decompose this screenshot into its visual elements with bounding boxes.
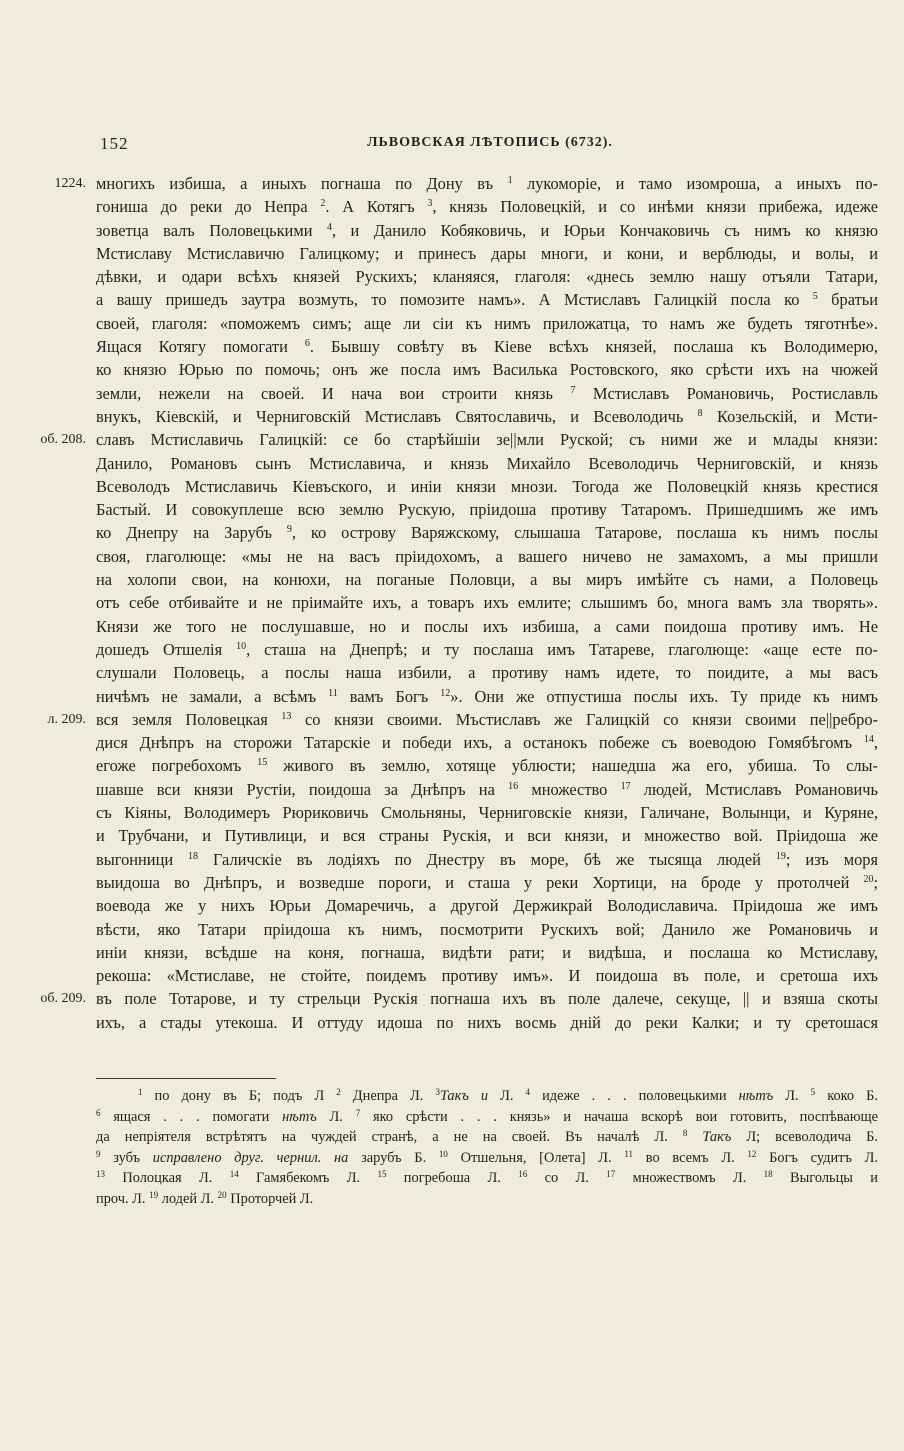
footnote-ref: 13 <box>96 1169 105 1180</box>
text-run: , ко острову Варяжскому, слышаша Татарове, послаша къ нимъ послы <box>291 523 878 543</box>
text-line <box>96 335 878 358</box>
text-run: Гамябекомъ Л. <box>238 1170 378 1187</box>
text-run: дошедъ Отшелія <box>96 639 237 659</box>
footnote-ref: 3 <box>435 1087 440 1097</box>
text-line <box>96 801 878 824</box>
text-run: Отшельня, [Олета] Л. <box>447 1149 625 1166</box>
text-run: ; изъ моря <box>785 849 878 869</box>
italic-text: Такъ и <box>439 1088 489 1104</box>
text-run: Л. <box>773 1088 811 1104</box>
footnote-ref: 2 <box>320 198 326 210</box>
text-run: Данило, Романовъ сынъ Мстиславича, и князь Михайло Всеволодичь Черниговскій, и князь <box>96 453 878 473</box>
footnote-ref: 2 <box>336 1087 341 1097</box>
footnote-ref: 1 <box>138 1087 143 1097</box>
text-run: земли, нежели на своей. И нача вои строити князь <box>96 383 571 403</box>
footnote-ref: 15 <box>257 757 268 769</box>
text-run: живого въ землю, хотяще ублюсти; нашедша жа его, убиша. То слы- <box>267 756 878 776</box>
footnote-ref: 11 <box>624 1148 634 1159</box>
text-line <box>96 1011 878 1034</box>
text-run: Князи же того не послушавше, но и послы ихъ избиша, а сами поидоша противу имъ. Не <box>96 616 878 636</box>
text-line <box>96 265 878 288</box>
footnote-ref: 5 <box>810 1087 816 1097</box>
text-run: идеже . . . половецькими <box>530 1088 739 1104</box>
footnote-ref: 17 <box>606 1169 616 1180</box>
text-run: Мстиславъ Романовичь, Ростиславль <box>575 383 878 403</box>
text-run: Полоцкая Л. <box>105 1170 230 1187</box>
footnote-ref: 19 <box>775 850 786 862</box>
text-run: погребоша Л. <box>386 1170 519 1187</box>
text-run: воевода же у нихъ Юрьи Домаречичь, а другой Держикрай Володиславича. Пріидоша же имъ <box>96 896 878 916</box>
text-run: зубъ <box>100 1149 153 1166</box>
text-run: Ящася Котягу помогати <box>96 337 305 357</box>
text-run: зарубъ Б. <box>348 1149 439 1166</box>
text-run: . А Котягъ <box>325 197 428 217</box>
text-line <box>96 545 878 568</box>
footnote-ref: 7 <box>570 384 576 396</box>
text-run: шавше вси князи Рустіи, поидоша за Днѣпръ на <box>96 779 509 799</box>
footnote-line <box>96 1086 878 1107</box>
text-run: рекоша: «Мстиславе, не стойте, поидемъ противу имъ». И поидоша въ поле, и сретоша ихъ <box>96 966 878 986</box>
text-line <box>96 312 878 335</box>
text-line <box>96 242 878 265</box>
text-line <box>96 941 878 964</box>
italic-text: Такъ <box>702 1129 732 1146</box>
text-run: со Л. <box>527 1170 607 1187</box>
text-run: . Бывшу совѣту въ Кіеве всѣхъ князей, послаша къ Володимерю, <box>309 337 878 357</box>
footnote-ref: 12 <box>440 687 451 699</box>
text-run: братьи <box>817 290 878 310</box>
text-run: Всеволодъ Мстиславичь Кіевъского, и иніи князи мнози. Тогода же Половецкій князь крестися <box>96 476 878 496</box>
italic-text: нѣтъ <box>282 1108 317 1125</box>
text-line <box>96 358 878 381</box>
text-run: внукъ, Кіевскій, и Черниговскій Мстиславъ Святославичь, и Всеволодичь <box>96 406 698 426</box>
text-line <box>96 778 878 801</box>
text-run: во всемъ Л. <box>633 1149 748 1166</box>
text-line <box>96 894 878 917</box>
footnote-ref: 14 <box>229 1169 239 1180</box>
footnote-ref: 6 <box>304 338 310 350</box>
text-run: своей, глаголя: «поможемъ симъ; аще ли сіи къ нимъ приложатца, то намъ же будеть тяготнѣе». <box>96 313 878 333</box>
footnote-line <box>96 1107 878 1128</box>
text-line <box>96 521 878 544</box>
footnote-line <box>96 1168 878 1189</box>
text-run: Л; всеволодича Б. <box>731 1129 878 1146</box>
footnote-ref: 16 <box>518 1169 528 1180</box>
footnote-ref: 3 <box>427 198 433 210</box>
footnote-line <box>96 1127 878 1148</box>
footnote-line <box>96 1148 878 1169</box>
text-line <box>96 964 878 987</box>
text-run: лодей Л. <box>158 1190 218 1207</box>
margin-note: 1224. <box>54 176 86 191</box>
text-run: Бастый. И совокуплеше всю землю Рускую, пріидоша противу Татаромъ. Пришедшимъ же имъ <box>96 500 878 520</box>
main-text <box>40 172 879 1034</box>
text-line <box>96 754 878 777</box>
text-run: и Трубчани, и Путивлици, и вся страны Рускія, и вси князи, и множество вой. Пріидоша же <box>96 826 878 846</box>
footnote-ref: 10 <box>236 640 247 652</box>
text-run: , <box>873 733 878 753</box>
text-line <box>47 708 879 731</box>
text-run: а вашу пришедъ заутра возмуть, то помозите намъ». А Мстиславъ Галицкій посла ко <box>96 290 813 310</box>
text-run: выгонници <box>96 849 189 869</box>
text-run: дѣвки, и одари всѣхъ князей Рускихъ; кланяяся, глаголя: «днесь землю нашу отъяли Татари, <box>96 267 878 287</box>
text-line <box>96 615 878 638</box>
footnote-separator <box>96 1078 276 1079</box>
footnote-ref: 20 <box>863 873 874 885</box>
text-run: въ поле Тотарове, и ту стрельци Рускія погнаша ихъ въ поле далече, секуще, || и взяша скоты <box>96 989 878 1009</box>
text-line <box>96 731 878 754</box>
text-run: Выгольцы и <box>772 1170 878 1187</box>
text-run: слушали Половець, а послы наша избили, а противу намъ идете, то поидите, а мы васъ <box>96 663 878 683</box>
footnote-line <box>96 1189 878 1210</box>
footnote-ref: 4 <box>525 1087 531 1097</box>
text-line <box>96 195 878 218</box>
text-line <box>96 405 878 428</box>
footnote-ref: 17 <box>620 780 631 792</box>
text-line <box>96 824 878 847</box>
text-run: иніи князи, всѣдше на коня, погнаша, видѣти рати; и видѣша, и послаша ко Мстиславу, <box>96 942 878 962</box>
text-run: выидоша во Днѣпръ, и возведше пороги, и сташа у реки Хортици, на броде у протолчей <box>96 872 864 892</box>
text-line <box>40 428 878 451</box>
text-run: со князи своими. Мъстиславъ же Галицкій со князи своими пе||ребро- <box>291 709 879 729</box>
footnote-ref: 4 <box>326 221 332 233</box>
text-run: славъ Мстиславичь Галицкій: се бо старѣйшіи зе||мли Руской; съ ними же и млады князи: <box>96 430 878 450</box>
margin-note: об. 208. <box>40 432 86 448</box>
text-run: Л. <box>316 1108 356 1125</box>
text-run: Мстиславу Мстиславичю Галицкому; и принесъ дары многи, и кони, и верблюды, и волы, и <box>96 243 878 263</box>
text-run: ко князю Юрью по помочь; онъ же посла имъ Василька Ростовского, яко срѣсти ихъ на чюжей <box>96 360 878 380</box>
text-run: Проторчей Л. <box>226 1190 314 1207</box>
footnote-ref: 16 <box>508 780 519 792</box>
text-run: проч. Л. <box>96 1190 150 1207</box>
margin-note: об. 209. <box>40 991 86 1007</box>
text-run: егоже погребохомъ <box>96 756 258 776</box>
page-header <box>100 134 880 156</box>
text-line <box>96 918 878 941</box>
running-title: ЛЬВОВСКАЯ ЛѢТОПИСЬ (6732). <box>367 135 613 150</box>
text-run: да непріятеля встрѣтятъ на чуждей странѣ, а не на своей. Въ началѣ Л. <box>96 1129 683 1146</box>
footnote-ref: 18 <box>763 1169 773 1180</box>
text-run: вѣсти, яко Татари пріидоша къ нимъ, посмотрити Рускихъ вой; Данило же Романовичь и <box>96 919 878 939</box>
text-line <box>96 288 878 311</box>
footnote-ref: 10 <box>438 1148 448 1159</box>
text-run: Козельскій, и Мсти- <box>702 406 878 426</box>
text-run: ихъ, а стады утекоша. И оттуду идоша по нихъ восмь днiй до реки Калки; и ту сретошася <box>96 1012 878 1032</box>
text-run: Л. <box>488 1088 526 1104</box>
text-run: лукоморіе, и тамо изомроша, а иныхъ по- <box>512 174 878 193</box>
text-run: ко Днепру на Зарубъ <box>96 523 287 543</box>
text-run: ничѣмъ не замали, а всѣмъ <box>96 686 329 706</box>
footnote-ref: 20 <box>217 1189 227 1200</box>
text-run: ; <box>873 872 878 892</box>
footnote-ref: 11 <box>328 687 338 699</box>
footnote-ref: 5 <box>812 291 818 303</box>
text-run: людей, Мстиславъ Романовичь <box>630 779 878 799</box>
footnote-ref: 8 <box>697 407 703 419</box>
footnote-ref: 14 <box>863 734 874 746</box>
footnote-ref: 9 <box>96 1148 101 1159</box>
text-run: множествомъ Л. <box>615 1170 764 1187</box>
footnote-ref: 6 <box>96 1107 101 1118</box>
text-run: гониша до реки до Непра <box>96 197 321 217</box>
text-line <box>96 568 878 591</box>
text-line <box>96 685 878 708</box>
footnote-ref: 18 <box>188 850 199 862</box>
text-run: своя, глаголюще: «мы не на васъ пріидохомъ, а вашего ничево не замахомъ, а мы пришли <box>96 546 878 566</box>
text-line <box>96 591 878 614</box>
text-line <box>96 475 878 498</box>
text-line <box>96 661 878 684</box>
footnotes <box>96 1086 878 1210</box>
text-line <box>96 452 878 475</box>
footnote-ref: 15 <box>377 1169 387 1180</box>
text-run: множество <box>518 779 621 799</box>
text-run: многихъ избиша, а иныхъ погнаша по Дону въ <box>96 174 508 193</box>
text-run: вамъ Богъ <box>337 686 441 706</box>
text-line <box>96 638 878 661</box>
text-run: съ Кіяны, Володимеръ Рюриковичь Смольняны, Черниговскіе князи, Галичане, Волынци, и Куряне, <box>96 803 878 823</box>
text-run: на холопи свои, на конюхи, на поганые Половци, а вы миръ имѣйте съ нами, а Половець <box>96 570 878 590</box>
footnote-ref: 13 <box>281 710 292 722</box>
text-line <box>96 219 878 242</box>
text-run: зоветца валъ Половецькими <box>96 220 327 240</box>
page-number: 152 <box>100 134 129 153</box>
text-run: , князь Половецкій, и со инѣми князи прибежа, идеже <box>432 197 878 217</box>
text-line <box>54 172 878 195</box>
text-line <box>40 987 878 1010</box>
text-line <box>96 871 878 894</box>
footnote-ref: 8 <box>682 1128 688 1139</box>
text-run: дися Днѣпръ на сторожи Татарскіе и победи ихъ, а останокъ побеже съ воеводою Гомябѣгомъ <box>96 733 864 753</box>
footnote-ref: 19 <box>149 1189 159 1200</box>
text-run: отъ себе отбивайте и не пріимайте ихъ, а товаръ ихъ емлите; слышимъ бо, многа вамъ зла творять». <box>96 593 878 613</box>
text-run: Богъ судитъ Л. <box>756 1149 878 1166</box>
text-run: ящася . . . помогати <box>100 1108 283 1125</box>
text-run: коко Б. <box>815 1088 879 1104</box>
text-run <box>687 1129 702 1145</box>
text-line <box>96 498 878 521</box>
text-run: , и Данило Кобяковичь, и Юрьи Кончаковичь съ нимъ ко князю <box>331 220 878 240</box>
text-run: по дону въ Б; подъ Л <box>142 1088 337 1104</box>
footnote-ref: 7 <box>355 1107 361 1118</box>
text-line <box>96 848 878 871</box>
text-run: ». Они же отпустиша послы ихъ. Ту приде къ нимъ <box>450 686 879 706</box>
italic-text: исправлено друг. чернил. на <box>152 1149 349 1166</box>
text-run: вся земля Половецкая <box>96 709 282 729</box>
text-run: , сташа на Днепрѣ; и ту послаша имъ Татареве, глаголюще: «аще есте по- <box>246 639 878 659</box>
italic-text: нѣтъ <box>738 1088 774 1104</box>
text-run: Днепра Л. <box>340 1088 436 1104</box>
text-line <box>96 382 878 405</box>
footnote-ref: 9 <box>286 524 292 536</box>
footnote-ref: 1 <box>507 175 513 186</box>
margin-note: л. 209. <box>47 711 86 727</box>
text-run: Галичскіе въ лодіяхъ по Днестру въ море, бѣ же тысяща людей <box>198 849 776 869</box>
text-run: яко срѣсти . . . князь» и начаша вскорѣ вои готовить, поспѣвающе <box>360 1108 879 1125</box>
footnote-ref: 12 <box>747 1148 757 1159</box>
